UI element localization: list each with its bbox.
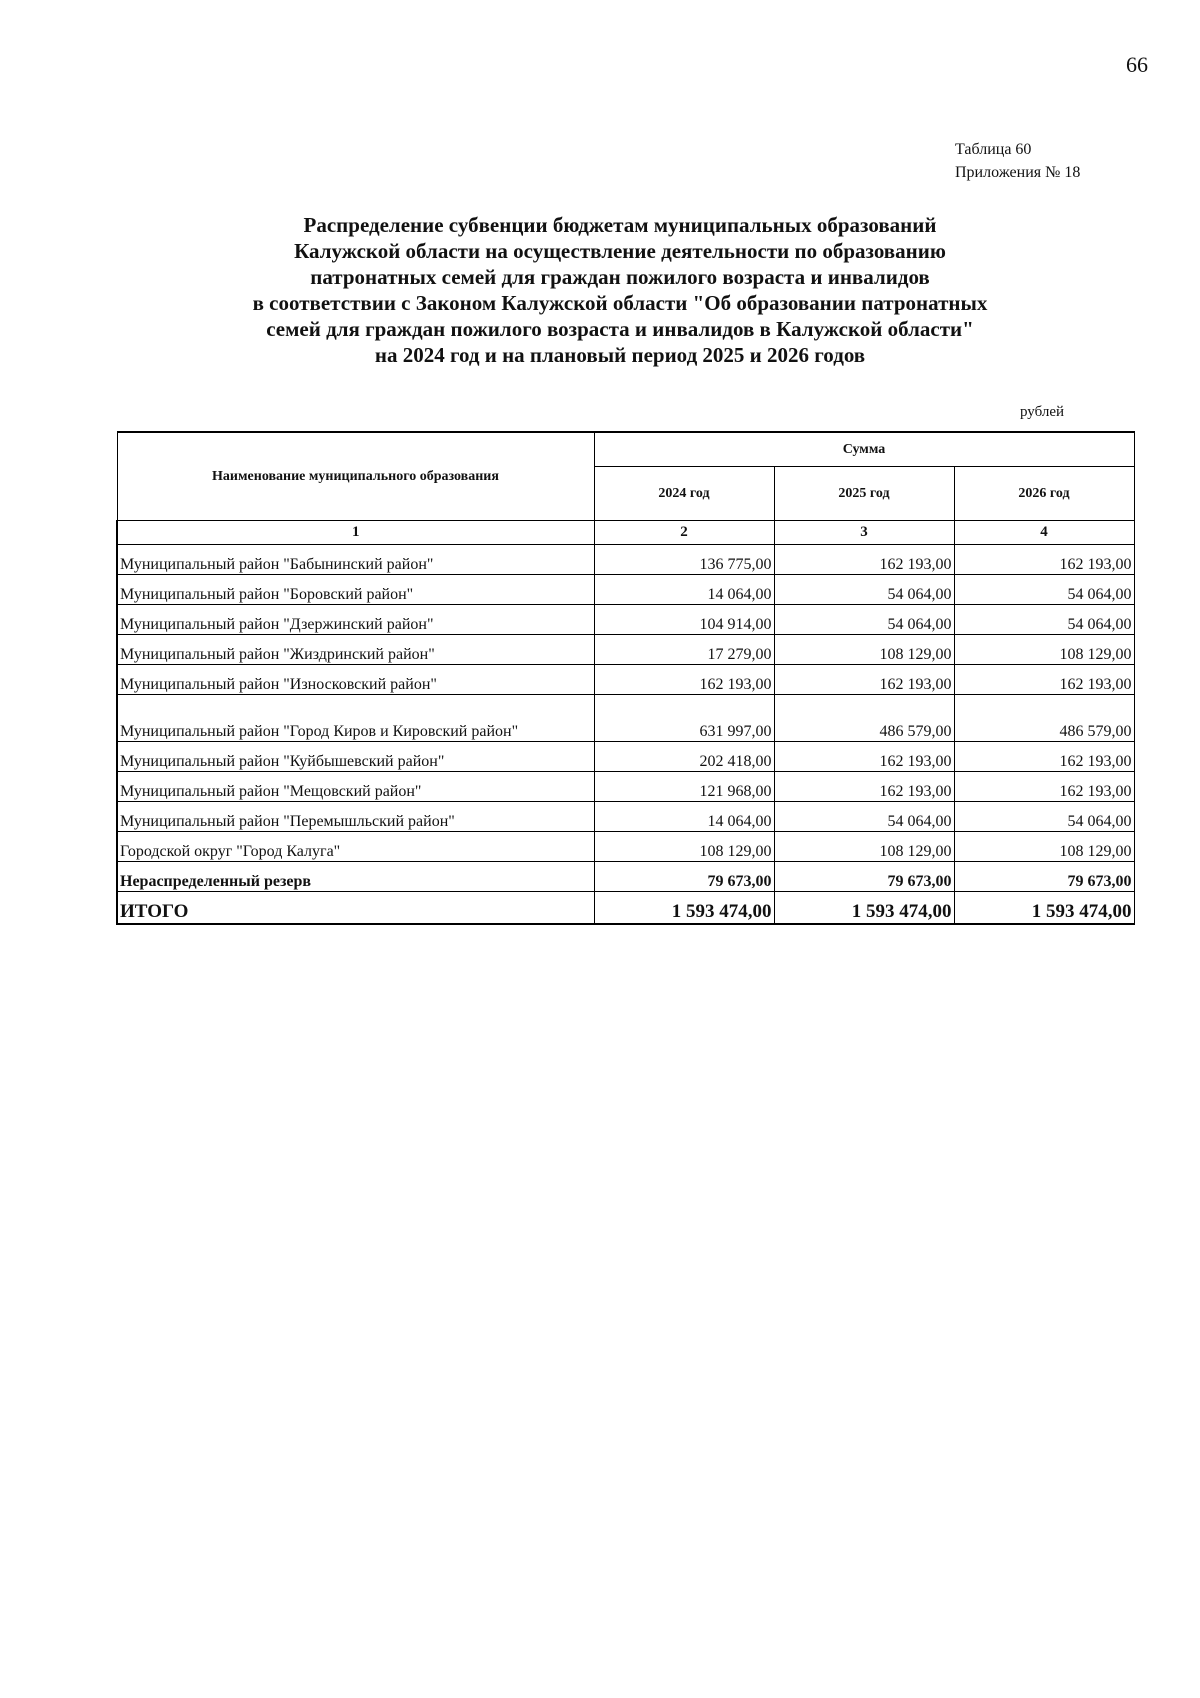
value-2024: 108 129,00 [594,832,774,862]
row-name: Муниципальный район "Жиздринский район" [117,635,594,665]
row-name: Муниципальный район "Дзержинский район" [117,605,594,635]
value-2026: 54 064,00 [954,605,1134,635]
header-year-2024: 2024 год [594,467,774,521]
title-line-1: Распределение субвенции бюджетам муниципальных образований [303,213,937,237]
row-name: Муниципальный район "Износковский район" [117,665,594,695]
value-2024: 631 997,00 [594,695,774,742]
column-number: 2 [594,521,774,545]
column-number: 1 [117,521,594,545]
column-number: 4 [954,521,1134,545]
reserve-name: Нераспределенный резерв [117,862,594,892]
row-name: Муниципальный район "Город Киров и Кировский район" [117,695,594,742]
total-2025: 1 593 474,00 [774,892,954,925]
column-numbers-row [117,521,1134,545]
row-name: Муниципальный район "Боровский район" [117,575,594,605]
value-2026: 54 064,00 [954,802,1134,832]
reserve-2025: 79 673,00 [774,862,954,892]
header-name: Наименование муниципального образования [117,432,594,521]
title-line-4: в соответствии с Законом Калужской области "Об образовании патронатных [252,291,988,315]
value-2025: 54 064,00 [774,605,954,635]
title-line-3: патронатных семей для граждан пожилого возраста и инвалидов [310,265,930,289]
table-row [117,575,1134,605]
value-2025: 486 579,00 [774,695,954,742]
table-row [117,635,1134,665]
value-2024: 121 968,00 [594,772,774,802]
total-row [117,892,1134,925]
row-name: Городской округ "Город Калуга" [117,832,594,862]
value-2025: 162 193,00 [774,772,954,802]
table-ref-line-1: Таблица 60 [955,141,1032,158]
value-2026: 162 193,00 [954,772,1134,802]
value-2025: 162 193,00 [774,665,954,695]
value-2024: 17 279,00 [594,635,774,665]
value-2025: 162 193,00 [774,742,954,772]
value-2026: 486 579,00 [954,695,1134,742]
reserve-2026: 79 673,00 [954,862,1134,892]
value-2025: 108 129,00 [774,832,954,862]
title-line-5: семей для граждан пожилого возраста и инвалидов в Калужской области" [266,317,974,341]
document-title [120,212,1120,368]
row-name: Муниципальный район "Мещовский район" [117,772,594,802]
total-name: ИТОГО [117,892,594,925]
reserve-2024: 79 673,00 [594,862,774,892]
value-2026: 108 129,00 [954,635,1134,665]
value-2026: 162 193,00 [954,545,1134,575]
value-2026: 162 193,00 [954,742,1134,772]
table-row [117,695,1134,742]
table-ref-line-2: Приложения № 18 [955,164,1081,181]
row-name: Муниципальный район "Бабынинский район" [117,545,594,575]
value-2026: 162 193,00 [954,665,1134,695]
header-sum: Сумма [594,432,1134,467]
title-line-2: Калужской области на осуществление деятельности по образованию [294,239,946,263]
value-2024: 14 064,00 [594,802,774,832]
value-2024: 14 064,00 [594,575,774,605]
total-2026: 1 593 474,00 [954,892,1134,925]
value-2024: 136 775,00 [594,545,774,575]
reserve-row [117,862,1134,892]
table-row [117,742,1134,772]
page-number: 66 [1126,52,1148,77]
subvention-table [116,431,1135,925]
title-line-6: на 2024 год и на плановый период 2025 и 2026 годов [374,343,866,367]
units-label: рублей [1020,404,1065,420]
header-year-2026: 2026 год [954,467,1134,521]
table-row [117,605,1134,635]
value-2025: 54 064,00 [774,802,954,832]
table-row [117,802,1134,832]
value-2026: 54 064,00 [954,575,1134,605]
value-2025: 108 129,00 [774,635,954,665]
header-year-2025: 2025 год [774,467,954,521]
table-reference [955,138,1080,184]
column-number: 3 [774,521,954,545]
table-row [117,832,1134,862]
value-2024: 162 193,00 [594,665,774,695]
row-name: Муниципальный район "Куйбышевский район" [117,742,594,772]
value-2024: 202 418,00 [594,742,774,772]
value-2025: 54 064,00 [774,575,954,605]
table-row [117,545,1134,575]
value-2024: 104 914,00 [594,605,774,635]
value-2025: 162 193,00 [774,545,954,575]
table-row [117,665,1134,695]
row-name: Муниципальный район "Перемышльский район" [117,802,594,832]
total-2024: 1 593 474,00 [594,892,774,925]
value-2026: 108 129,00 [954,832,1134,862]
table-row [117,772,1134,802]
